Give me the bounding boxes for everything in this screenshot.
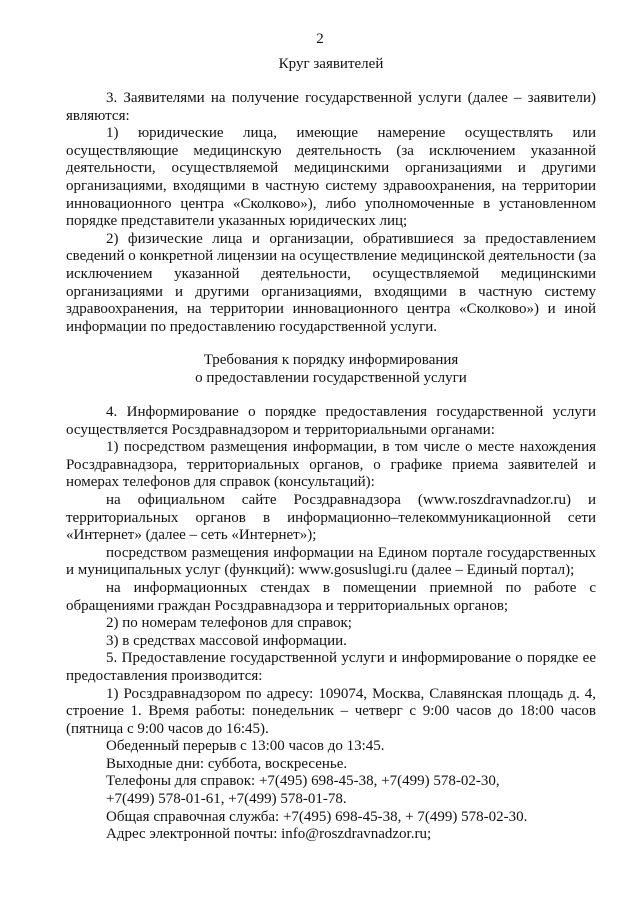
- paragraph-5: 5. Предоставление государственной услуги и информирование о порядке ее предоставления производится:: [66, 650, 596, 684]
- phones-line-1: Телефоны для справок: +7(495) 698-45-38, +7(499) 578-02-30,: [106, 773, 500, 790]
- section-informing-body: [66, 404, 596, 844]
- paragraph-3-item-1: 1) юридические лица, имеющие намерение осуществлять или осуществляющие медицинскую деятельность (за исключением указанной деятельности, осуществляемой медицинскими организациями и другими организациями, входящими в частную систему здравоохранения, на территории инновационного центра «Сколково»), либо уполномоченные в установленном порядке представители указанных юридических лиц;: [66, 125, 596, 230]
- section-heading-informing-line1: Требования к порядку информирования: [203, 352, 459, 368]
- paragraph-4-item-1: 1) посредством размещения информации, в том числе о месте нахождения Росздравнадзора, территориальных органов, о графике приема заявителей и номерах телефонов для справок (консультаций):: [66, 439, 596, 491]
- paragraph-4-item-3: 3) в средствах массовой информации.: [106, 632, 347, 649]
- paragraph-4: 4. Информирование о порядке предоставления государственной услуги осуществляется Росздравнадзором и территориальными органами:: [66, 404, 596, 438]
- section-applicants-body: [66, 90, 596, 336]
- lunch-break: Обеденный перерыв с 13:00 часов до 13:45.: [106, 738, 385, 755]
- phones-line-2: +7(499) 578-01-61, +7(499) 578-01-78.: [106, 791, 347, 808]
- general-information-service: Общая справочная служба: +7(495) 698-45-38, + 7(499) 578-02-30.: [106, 808, 528, 825]
- paragraph-5-item-1: 1) Росздравнадзором по адресу: 109074, Москва, Славянская площадь д. 4, строение 1. Время работы: понедельник – четверг с 9:00 часов до 18:00 часов (пятница с 9:00 часов до 16:45).: [66, 685, 596, 737]
- paragraph-4-item-1-stands: на информационных стендах в помещении приемной по работе с обращениями граждан Росздравнадзора и территориальных органов;: [66, 579, 596, 614]
- paragraph-4-item-1-website: на официальном сайте Росздравнадзора (www.roszdravnadzor.ru) и территориальных органов в информационно–телекоммуникационной сети «Интернет» (далее – сеть «Интернет»);: [66, 491, 596, 544]
- page-number: 2: [316, 31, 324, 47]
- section-heading-applicants: Круг заявителей: [278, 56, 384, 72]
- paragraph-4-item-1-portal: посредством размещения информации на Едином портале государственных и муниципальных услуг (функций): www.gosuslugi.ru (далее – Единый портал);: [66, 544, 596, 579]
- paragraph-3: 3. Заявителями на получение государственной услуги (далее – заявители) являются:: [66, 90, 596, 124]
- email-address: Адрес электронной почты: info@roszdravnadzor.ru;: [106, 826, 432, 843]
- paragraph-4-item-2: 2) по номерам телефонов для справок;: [106, 615, 352, 632]
- paragraph-3-item-2: 2) физические лица и организации, обратившиеся за предоставлением сведений о конкретной лицензии на осуществление медицинской деятельности (за исключением указанной деятельности, осуществляемой медицинскими организациями и другими организациями, входящими в частную систему здравоохранения, на территории инновационного центра «Сколково») и иной информации по предоставлению государственной услуги.: [66, 230, 596, 335]
- section-heading-informing-line2: о предоставлении государственной услуги: [195, 370, 467, 386]
- days-off: Выходные дни: суббота, воскресенье.: [106, 755, 348, 772]
